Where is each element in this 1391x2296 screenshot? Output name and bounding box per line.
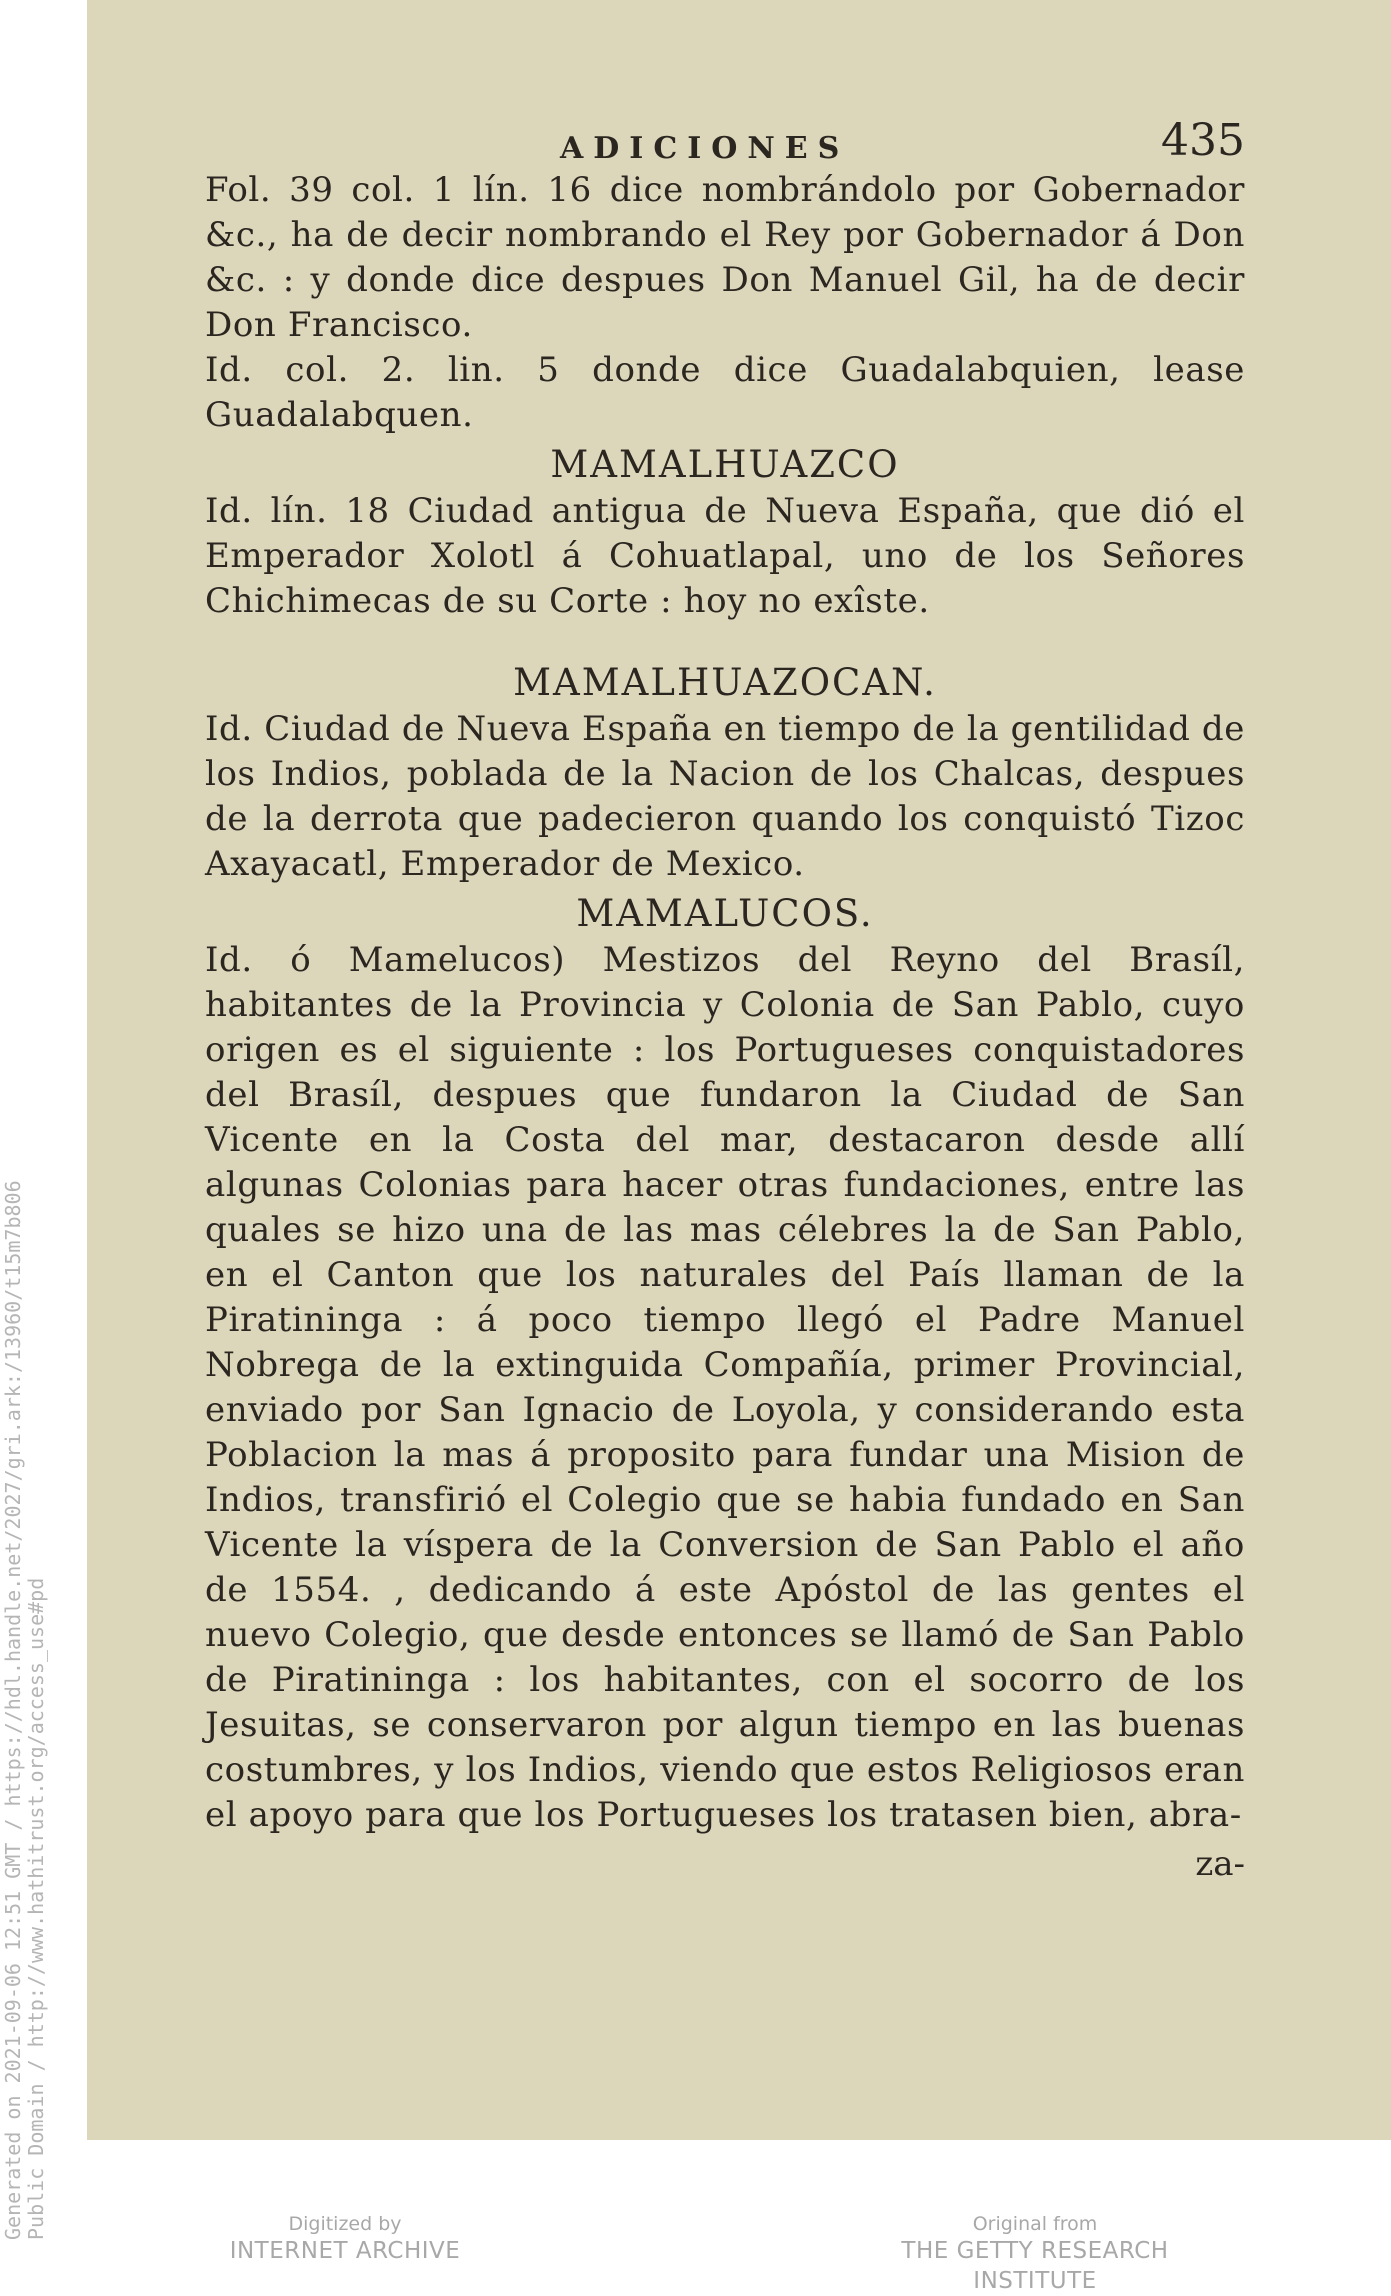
stamp-line-1: Generated on 2021-09-06 12:51 GMT / https://hdl.handle.net/2027/gri.ark:/13960/t15m7b806 <box>1 1180 25 2240</box>
original-from-credit <box>840 2212 1230 2296</box>
paragraph-fol-39: Fol. 39 col. 1 lín. 16 dice nombrándolo por Gobernador &c., ha de decir nombrando el Rey por Gobernador á Don &c. : y donde dice despues Don Manuel Gil, ha de decir Don Francisco. <box>205 170 1245 345</box>
heading-mamalhuazocan: MAMALHUAZOCAN. <box>513 661 937 704</box>
heading-mamalhuazco: MAMALHUAZCO <box>550 443 900 486</box>
paragraph-id-col-2: Id. col. 2. lin. 5 donde dice Guadalabquien, lease Guadalabquen. <box>205 350 1245 435</box>
catchword: za- <box>1195 1844 1245 1884</box>
stamp-line-2: Public Domain / http://www.hathitrust.org/access_use#pd <box>24 1577 48 2240</box>
digitized-by-label: Digitized by <box>288 2213 402 2235</box>
running-head-title: ADICIONES <box>560 131 850 166</box>
generation-stamp <box>2 1180 48 2240</box>
getty-institute-label: THE GETTY RESEARCH INSTITUTE <box>901 2238 1169 2294</box>
original-from-label: Original from <box>972 2213 1098 2235</box>
paragraph-mamalucos: Id. ó Mamelucos) Mestizos del Reyno del Brasíl, habitantes de la Provincia y Colonia de San Pablo, cuyo origen es el siguiente : los Portugueses conquistadores del Brasíl, despues que fundaron la Ciudad de San Vicente en la Costa del mar, destacaron desde allí algunas Colonias para hacer otras fundaciones, entre las quales se hizo una de las mas célebres la de San Pablo, en el Canton que los naturales del País llaman de la Piratininga : á poco tiempo llegó el Padre Manuel Nobrega de la extinguida Compañía, primer Provincial, enviado por San Ignacio de Loyola, y considerando esta Poblacion la mas á proposito para fundar una Mision de Indios, transfirió el Colegio que se habia fundado en San Vicente la víspera de la Conversion de San Pablo el año de 1554. , dedicando á este Apóstol de las gentes el nuevo Colegio, que desde entonces se llamó de San Pablo de Piratininga : los habitantes, con el socorro de los Jesuitas, se conservaron por algun tiempo en las buenas costumbres, y los Indios, viendo que estos Religiosos eran el apoyo para que los Portugueses los tratasen bien, abra- <box>205 940 1245 1835</box>
digitized-by-credit <box>220 2212 470 2266</box>
page-number: 435 <box>1161 115 1245 166</box>
internet-archive-label: INTERNET ARCHIVE <box>229 2238 461 2264</box>
paragraph-mamalhuazocan: Id. Ciudad de Nueva España en tiempo de la gentilidad de los Indios, poblada de la Nacion de los Chalcas, despues de la derrota que padecieron quando los conquistó Tizoc Axayacatl, Emperador de Mexico. <box>205 709 1245 884</box>
running-head <box>205 115 1245 168</box>
paragraph-mamalhuazco: Id. lín. 18 Ciudad antigua de Nueva España, que dió el Emperador Xolotl á Cohuatlapal, uno de los Señores Chichimecas de su Corte : hoy no exîste. <box>205 491 1245 621</box>
heading-mamalucos: MAMALUCOS. <box>576 892 874 935</box>
page-text <box>205 115 1245 1887</box>
